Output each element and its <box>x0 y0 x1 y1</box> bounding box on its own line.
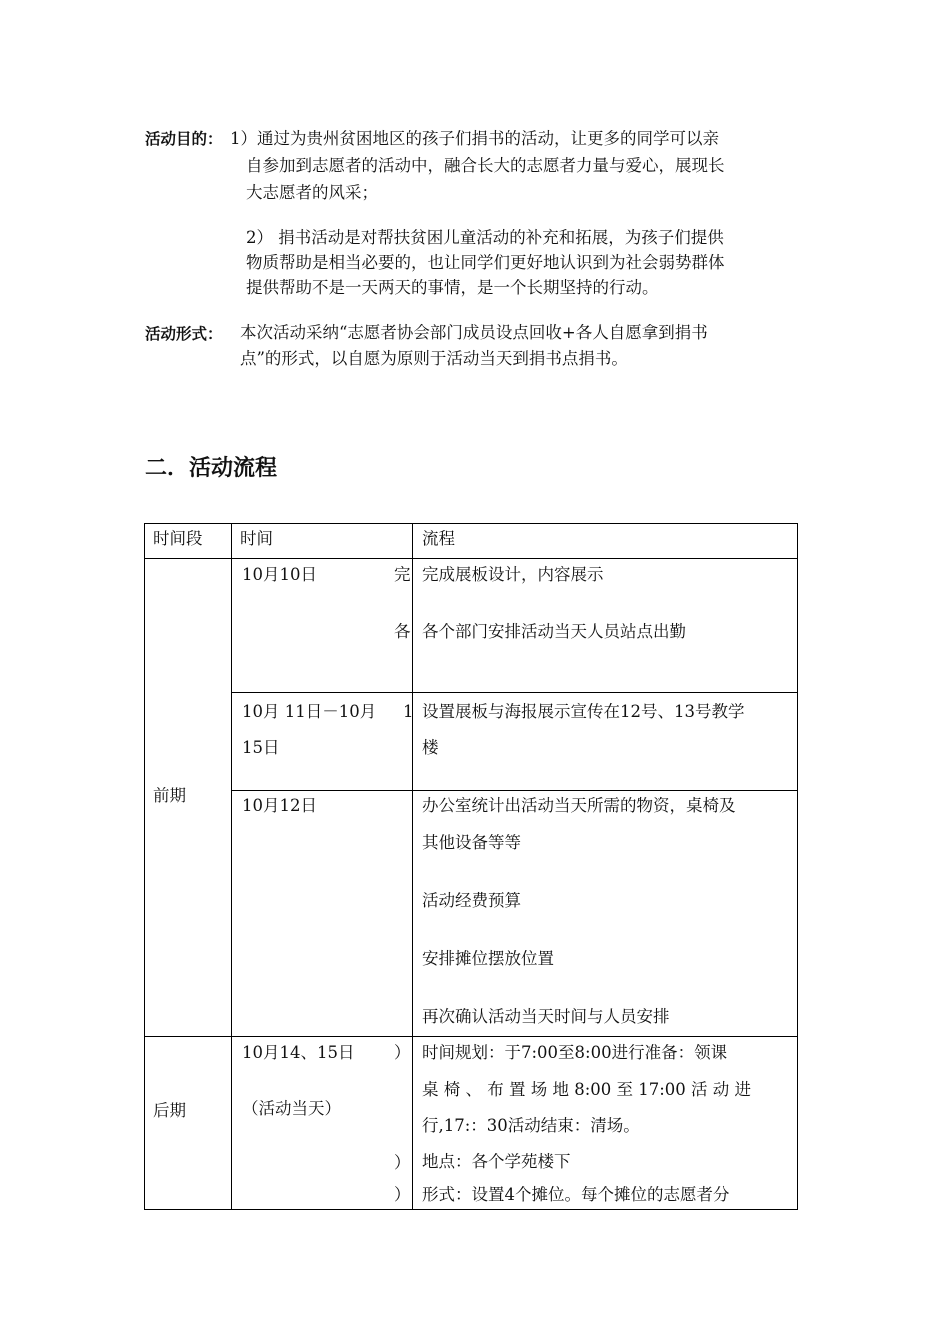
row3-process-2: 活动经费预算 <box>422 891 521 910</box>
table-row-divider <box>231 692 798 693</box>
purpose-item-1-line-1: 1）通过为贵州贫困地区的孩子们捐书的活动，让更多的同学可以亲 <box>230 129 719 148</box>
table-header-divider <box>144 558 798 559</box>
row4-time-line-1: 10月14、15日 <box>242 1043 355 1062</box>
row4-process-line-2: 桌 椅 、 布 置 场 地 8:00 至 17:00 活 动 进 <box>422 1080 752 1099</box>
purpose-item-2-line-3: 提供帮助不是一天两天的事情，是一个长期坚持的行动。 <box>246 278 659 297</box>
row4-process-line-4: 地点：各个学苑楼下 <box>422 1152 571 1171</box>
phase-post-label: 后期 <box>153 1101 186 1120</box>
row2-time-line-1: 10月 11日－10月 <box>242 702 377 721</box>
row4-time-line-2: （活动当天） <box>242 1099 341 1118</box>
table-border-bottom <box>144 1209 798 1210</box>
table-border-left <box>144 523 145 1210</box>
table-column-divider <box>231 523 232 1210</box>
row2-process-line-1: 设置展板与海报展示宣传在12号、13号教学 <box>422 702 745 721</box>
row4-overflow-fragment: ） <box>394 1043 411 1062</box>
row2-overflow-fragment: 1 <box>403 702 414 721</box>
section-heading: 二．活动流程 <box>145 456 278 481</box>
form-line-1: 本次活动采纳“志愿者协会部门成员设点回收+各人自愿拿到捐书 <box>240 323 708 342</box>
table-row-divider <box>144 1036 798 1037</box>
purpose-item-1-line-3: 大志愿者的风采； <box>246 183 378 202</box>
form-label: 活动形式： <box>145 325 223 343</box>
purpose-item-1-line-2: 自参加到志愿者的活动中，融合长大的志愿者力量与爱心，展现长 <box>246 156 725 175</box>
form-line-2: 点”的形式，以自愿为原则于活动当天到捐书点捐书。 <box>240 349 628 368</box>
purpose-label: 活动目的： <box>145 130 223 148</box>
row3-process-3: 安排摊位摆放位置 <box>422 949 554 968</box>
table-header-time: 时间 <box>240 529 273 548</box>
table-header-process: 流程 <box>422 529 455 548</box>
row4-process-line-3: 行,17:：30活动结束：清场。 <box>422 1116 640 1135</box>
row2-process-line-2: 楼 <box>422 738 439 757</box>
row4-process-line-5: 形式：设置4个摊位。每个摊位的志愿者分 <box>422 1185 730 1204</box>
row4-overflow-fragment: ） <box>394 1185 411 1204</box>
row1-process-2: 各个部门安排活动当天人员站点出勤 <box>422 622 686 641</box>
table-header-phase: 时间段 <box>153 529 203 548</box>
purpose-item-2-line-2: 物质帮助是相当必要的，也让同学们更好地认识到为社会弱势群体 <box>246 253 725 272</box>
row4-overflow-fragment: ） <box>394 1153 411 1172</box>
row3-process-line-1: 办公室统计出活动当天所需的物资，桌椅及 <box>422 796 736 815</box>
purpose-item-2-line-1: 2） 捐书活动是对帮扶贫困儿童活动的补充和拓展，为孩子们提供 <box>246 228 724 247</box>
table-border-right <box>797 523 798 1210</box>
row1-overflow-fragment: 各 <box>394 622 411 641</box>
table-column-divider <box>412 523 413 1210</box>
row3-time: 10月12日 <box>242 796 317 815</box>
row2-time-line-2: 15日 <box>242 738 280 757</box>
row1-overflow-fragment: 完 <box>394 565 411 584</box>
row4-process-line-1: 时间规划：于7:00至8:00进行准备：领课 <box>422 1043 728 1062</box>
row3-process-4: 再次确认活动当天时间与人员安排 <box>422 1007 670 1026</box>
row1-time: 10月10日 <box>242 565 317 584</box>
phase-pre-label: 前期 <box>153 786 186 805</box>
row1-process-1: 完成展板设计，内容展示 <box>422 565 604 584</box>
row3-process-line-2: 其他设备等等 <box>422 833 521 852</box>
